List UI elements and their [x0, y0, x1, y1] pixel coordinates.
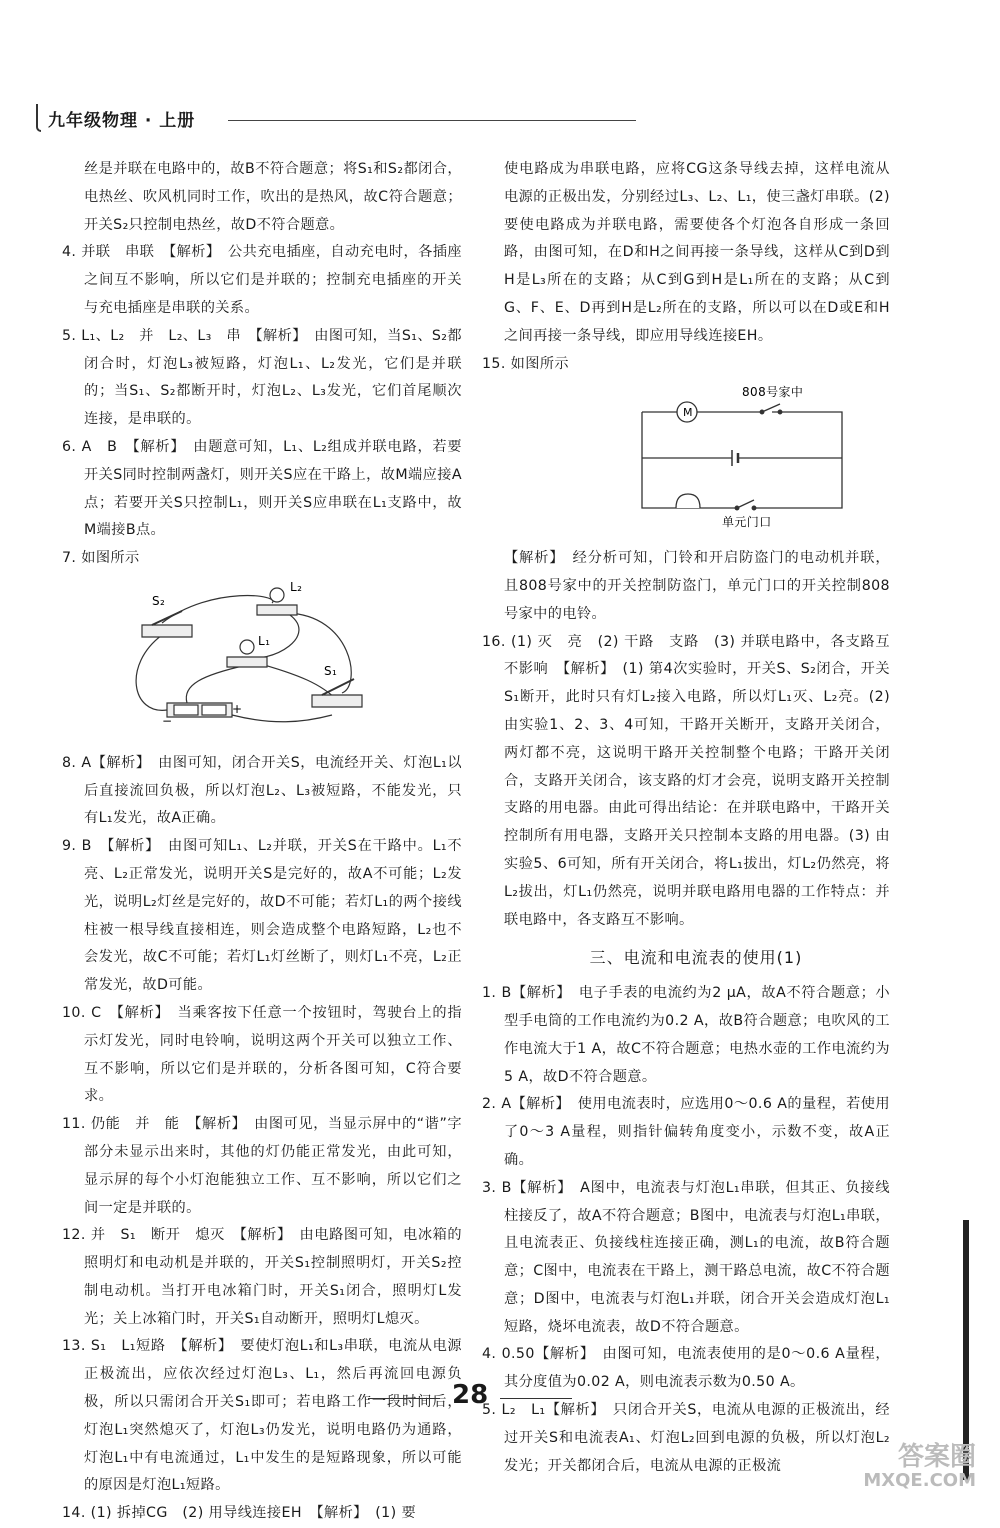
- answer-paragraph: 12. 并 S₁ 断开 熄灭 【解析】 由电路图可知，电冰箱的照明灯和电动机是并联的，开关S₁控制照明灯，开关S₂控制电动机。当打开电冰箱门时，开关S₁闭合，照明灯L发光；关上冰箱门时，开关S₁自动断开，照明灯L熄灭。: [62, 1227, 462, 1327]
- figure-fig7: [62, 575, 462, 746]
- figure-fig15: [482, 380, 890, 541]
- footer-rule-left: [368, 1398, 440, 1399]
- answer-paragraph: 丝是并联在电路中的，故B不符合题意；将S₁和S₂都闭合，电热丝、吹风机同时工作，吹出的是热风，故C符合题意；开关S₂只控制电热丝，故D不符合题意。: [84, 161, 462, 233]
- left-column: [62, 156, 462, 1528]
- answer-paragraph: 4. 并联 串联 【解析】 公共充电插座，自动充电时，各插座之间互不影响，所以它们是并联的；控制充电插座的开关与充电插座是串联的关系。: [62, 244, 462, 316]
- answer-paragraph: 6. A B 【解析】 由题意可知，L₁、L₂组成并联电路，若要开关S同时控制两盏灯，则开关S应在干路上，故M端应接A点；若要开关S只控制L₁，则开关S应串联在L₁支路中，故M端接B点。: [62, 438, 462, 539]
- footer-rule-right: [500, 1398, 572, 1399]
- header-title: 九年级物理 · 上册: [48, 111, 196, 131]
- answer-paragraph: 5. L₂ L₁【解析】 只闭合开关S，电流从电源的正极流出，经过开关S和电流表A₁、灯泡L₂回到电源的负极，所以灯泡L₂发光；开关都闭合后，电流从电源的正极流: [482, 1402, 890, 1474]
- answer-paragraph: 5. L₁、L₂ 并 L₂、L₃ 串 【解析】 由图可知，当S₁、S₂都闭合时，灯泡L₃被短路，灯泡L₁、L₂发光，它们是并联的；当S₁、S₂都断开时，灯泡L₂、L₃发光，它们首尾顺次连接，是串联的。: [62, 327, 462, 428]
- circuit-figure-15: [612, 380, 872, 530]
- circuit-figure-7: [122, 575, 422, 735]
- answer-paragraph: 1. B【解析】 电子手表的电流约为2 μA，故A不符合题意；小型手电筒的工作电流约为0.2 A，故B符合题意；电吹风的工作电流大于1 A，故C不符合题意；电热水壶的工作电流约为5 A，故D不符合题意。: [482, 985, 890, 1085]
- answer-paragraph: 11. 仍能 并 能 【解析】 由图可见，当显示屏中的“谐”字部分未显示出来时，其他的灯仍能正常发光，由此可知，显示屏的每个小灯泡能独立工作、互不影响，所以它们之间一定是并联的。: [62, 1116, 462, 1216]
- header-rule: [228, 120, 636, 121]
- svg-text:+: +: [232, 701, 243, 716]
- answer-paragraph: 7. 如图所示: [62, 550, 140, 567]
- answer-paragraph: 10. C 【解析】 当乘客按下任意一个按钮时，驾驶台上的指示灯发光，同时电铃响，说明这两个开关可以独立工作、互不影响，所以它们是并联的，分析各图可知，C符合要求。: [62, 1004, 462, 1105]
- fig15-label-home: 808号家中: [742, 385, 804, 400]
- answer-paragraph: 16. (1) 灭 亮 (2) 干路 支路 (3) 并联电路中，各支路互不影响 【解析】 (1) 第4次实验时，开关S、S₂闭合，开关S₁断开，此时只有灯L₂接入电路，所以灯L₁灭、L₂亮。(2) 由实验1、2、3、4可知，干路开关断开，支路开关闭合，两灯都不亮，这说明干路开关控制整个电路；干路开关闭合，支路开关闭合，该支路的灯才会亮，说明支路开关控制支路的用电器。由此可得出结论：在并联电路中，干路开关控制所有用电器，支路开关只控制本支路的用电器。(3) 由实验5、6可知，所有开关闭合，将L₁拔出，灯L₂仍然亮，将L₂拔出，灯L₁仍然亮，说明并联电路用电器的工作特点：并联电路中，各支路互不影响。: [482, 633, 890, 928]
- fig7-label-s2: S₂: [152, 593, 166, 608]
- answer-paragraph: 2. A【解析】 使用电流表时，应选用0～0.6 A的量程，若使用了0～3 A量程，则指针偏转角度变小，示数不变，故A正确。: [482, 1096, 890, 1168]
- answer-paragraph: 14. (1) 拆掉CG (2) 用导线连接EH 【解析】 (1) 要: [62, 1505, 417, 1522]
- answer-paragraph: 【解析】 经分析可知，门铃和开启防盗门的电动机并联，且808号家中的开关控制防盗门，单元门口的开关控制808号家中的电铃。: [504, 550, 890, 622]
- fig7-label-s1: S₁: [324, 663, 338, 678]
- answer-paragraph: 4. 0.50【解析】 由图可知，电流表使用的是0～0.6 A量程，其分度值为0.02 A，则电流表示数为0.50 A。: [482, 1346, 890, 1391]
- answer-paragraph: 13. S₁ L₁短路 【解析】 要使灯泡L₁和L₃串联，电流从电源正极流出，应依次经过灯泡L₃、L₁，然后再流回电源负极，所以只需闭合开关S₁即可；若电路工作一段时间后，灯泡L₁突然熄灭了，灯泡L₃仍发光，说明电路仍为通路，灯泡L₁中有电流通过，L₁中发生的是短路现象，所以可能的原因是灯泡L₁短路。: [62, 1338, 462, 1494]
- right-column: [482, 156, 890, 1480]
- answer-paragraph: 使电路成为串联电路，应将CG这条导线去掉，这样电流从电源的正极出发，分别经过L₃、L₂、L₁，使三盏灯串联。(2) 要使电路成为并联电路，需要使各个灯泡各自形成一条回路，由图可知，在D和H之间再接一条导线，这样从C到D到H是L₃所在的支路；从C到G到H是L₁所在的支路；从C到G、F、E、D再到H是L₂所在的支路，所以可以在D或E和H之间再接一条导线，即应用导线连接EH。: [504, 161, 890, 344]
- page-number: 28: [452, 1380, 489, 1410]
- answer-paragraph: 9. B 【解析】 由图可知L₁、L₂并联，开关S在干路中。L₁不亮、L₂正常发光，说明开关S是完好的，故A不可能；L₂发光，说明L₂灯丝是完好的，故D不可能；若灯L₁的两个接线柱被一根导线直接相连，则会造成整个电路短路，L₂也不会发光，故C不可能；若灯L₁灯丝断了，则灯L₁不亮，L₂正常发光，故D可能。: [62, 838, 462, 994]
- fig15-label-door: 单元门口: [722, 515, 772, 530]
- answer-paragraph: 8. A【解析】 由图可知，闭合开关S，电流经开关、灯泡L₁以后直接流回负极，所以灯泡L₂、L₃被短路，不能发光，只有L₁发光，故A正确。: [62, 754, 462, 827]
- page-header: [36, 100, 616, 134]
- section-heading: 三、电流和电流表的使用(1): [589, 948, 803, 968]
- fig7-label-l1: L₁: [258, 633, 271, 648]
- page-footer: [0, 1374, 1000, 1414]
- header-bracket: [36, 104, 41, 132]
- answer-paragraph: 3. B【解析】 A图中，电流表与灯泡L₁串联，但其正、负接线柱接反了，故A不符合题意；B图中，电流表与灯泡L₁串联，且电流表正、负接线柱连接正确，测L₁的电流，故B符合题意；C图中，电流表在干路上，测干路总电流，故C不符合题意；D图中，电流表与灯泡L₁并联，闭合开关会造成灯泡L₁短路，烧坏电流表，故D不符合题意。: [482, 1179, 890, 1335]
- fig15-motor-label: M: [683, 406, 693, 420]
- watermark-logo: 答案圈: [897, 1442, 976, 1472]
- fig7-label-l2: L₂: [290, 579, 303, 594]
- answer-paragraph: 15. 如图所示: [482, 355, 570, 372]
- watermark-url: MXQE.COM: [863, 1470, 976, 1491]
- svg-text:−: −: [162, 713, 173, 728]
